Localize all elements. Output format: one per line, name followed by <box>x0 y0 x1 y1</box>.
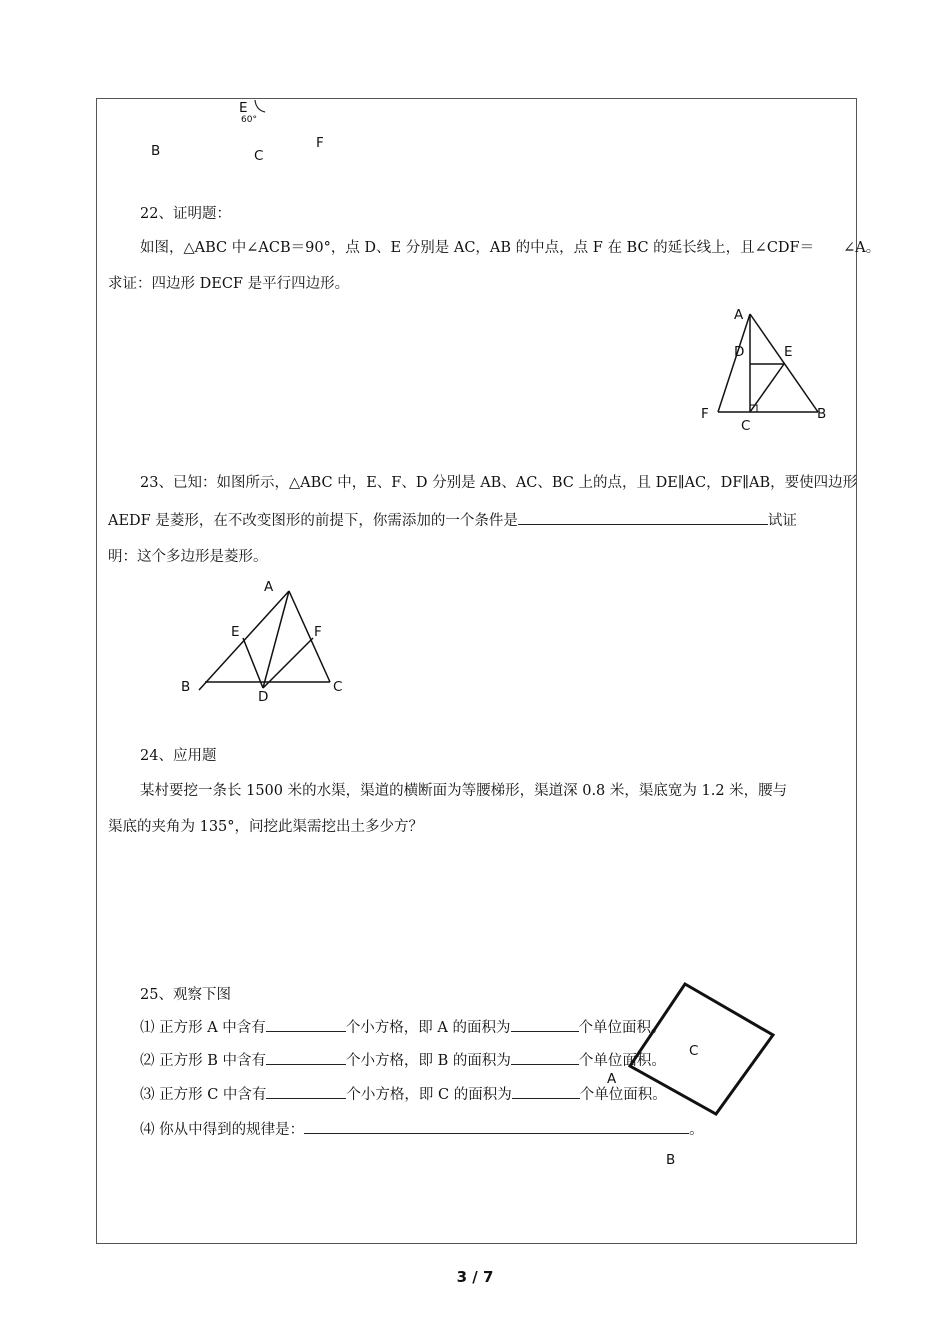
q23-line3: 明：这个多边形是菱形。 <box>108 549 268 565</box>
q25-label-C: C <box>689 1043 699 1059</box>
q23-label-C: C <box>333 679 343 695</box>
label-B: B <box>151 143 161 159</box>
label-C: C <box>254 148 264 164</box>
q23-label-E: E <box>231 624 240 640</box>
q24-line2: 渠底的夹角为 135°，问挖此渠需挖出土多少方？ <box>108 819 424 835</box>
q23-label-B: B <box>181 679 191 695</box>
q22-label-F: F <box>701 406 709 422</box>
q22-label-A: A <box>734 307 744 323</box>
q22-label-C: C <box>741 418 751 434</box>
q23-label-D: D <box>258 689 269 705</box>
q24-title: 24、应用题 <box>140 748 217 764</box>
q25-label-B: B <box>666 1152 676 1168</box>
q22-label-E: E <box>784 344 793 360</box>
q23-label-A: A <box>264 579 274 595</box>
q22-label-D: D <box>734 344 745 360</box>
q25-title: 25、观察下图 <box>140 987 231 1003</box>
q23-line1: 23、已知：如图所示，△ABC 中，E、F、D 分别是 AB、AC、BC 上的点，且 DE∥AC，DF∥AB，要使四边形 <box>140 475 858 491</box>
page-number: 3 / 7 <box>456 1268 494 1286</box>
q24-line1: 某村要挖一条长 1500 米的水渠，渠道的横断面为等腰梯形，渠道深 0.8 米，渠底宽为 1.2 米，腰与 <box>140 783 788 799</box>
q22-line2: 求证：四边形 DECF 是平行四边形。 <box>108 276 350 292</box>
q25-label-A: A <box>607 1071 617 1087</box>
q25-item2: ⑵ 正方形 B 中含有 个小方格，即 B 的面积为 个单位面积。 <box>140 1050 666 1071</box>
q23-label-F: F <box>314 624 322 640</box>
q22-label-B: B <box>817 406 827 422</box>
q23-line2-tail: 试证 <box>767 513 797 529</box>
q25-item4: ⑷ 你从中得到的规律是： 。 <box>140 1119 704 1140</box>
q23-line2-text: AEDF 是菱形，在不改变图形的前提下，你需添加的一个条件是 <box>108 513 518 529</box>
label-E: E <box>239 100 248 116</box>
label-angle-60: 60° <box>241 115 257 125</box>
label-F: F <box>316 135 324 151</box>
q22-title: 22、证明题： <box>140 206 231 222</box>
q22-line1: 如图，△ABC 中∠ACB＝90°，点 D、E 分别是 AC，AB 的中点，点 F 在 BC 的延长线上，且∠CDF＝ ∠A。 <box>140 240 881 256</box>
q25-item3: ⑶ 正方形 C 中含有 个小方格，即 C 的面积为 个单位面积。 <box>140 1084 667 1105</box>
q25-item1: ⑴ 正方形 A 中含有 个小方格，即 A 的面积为 个单位面积。 <box>140 1017 666 1038</box>
